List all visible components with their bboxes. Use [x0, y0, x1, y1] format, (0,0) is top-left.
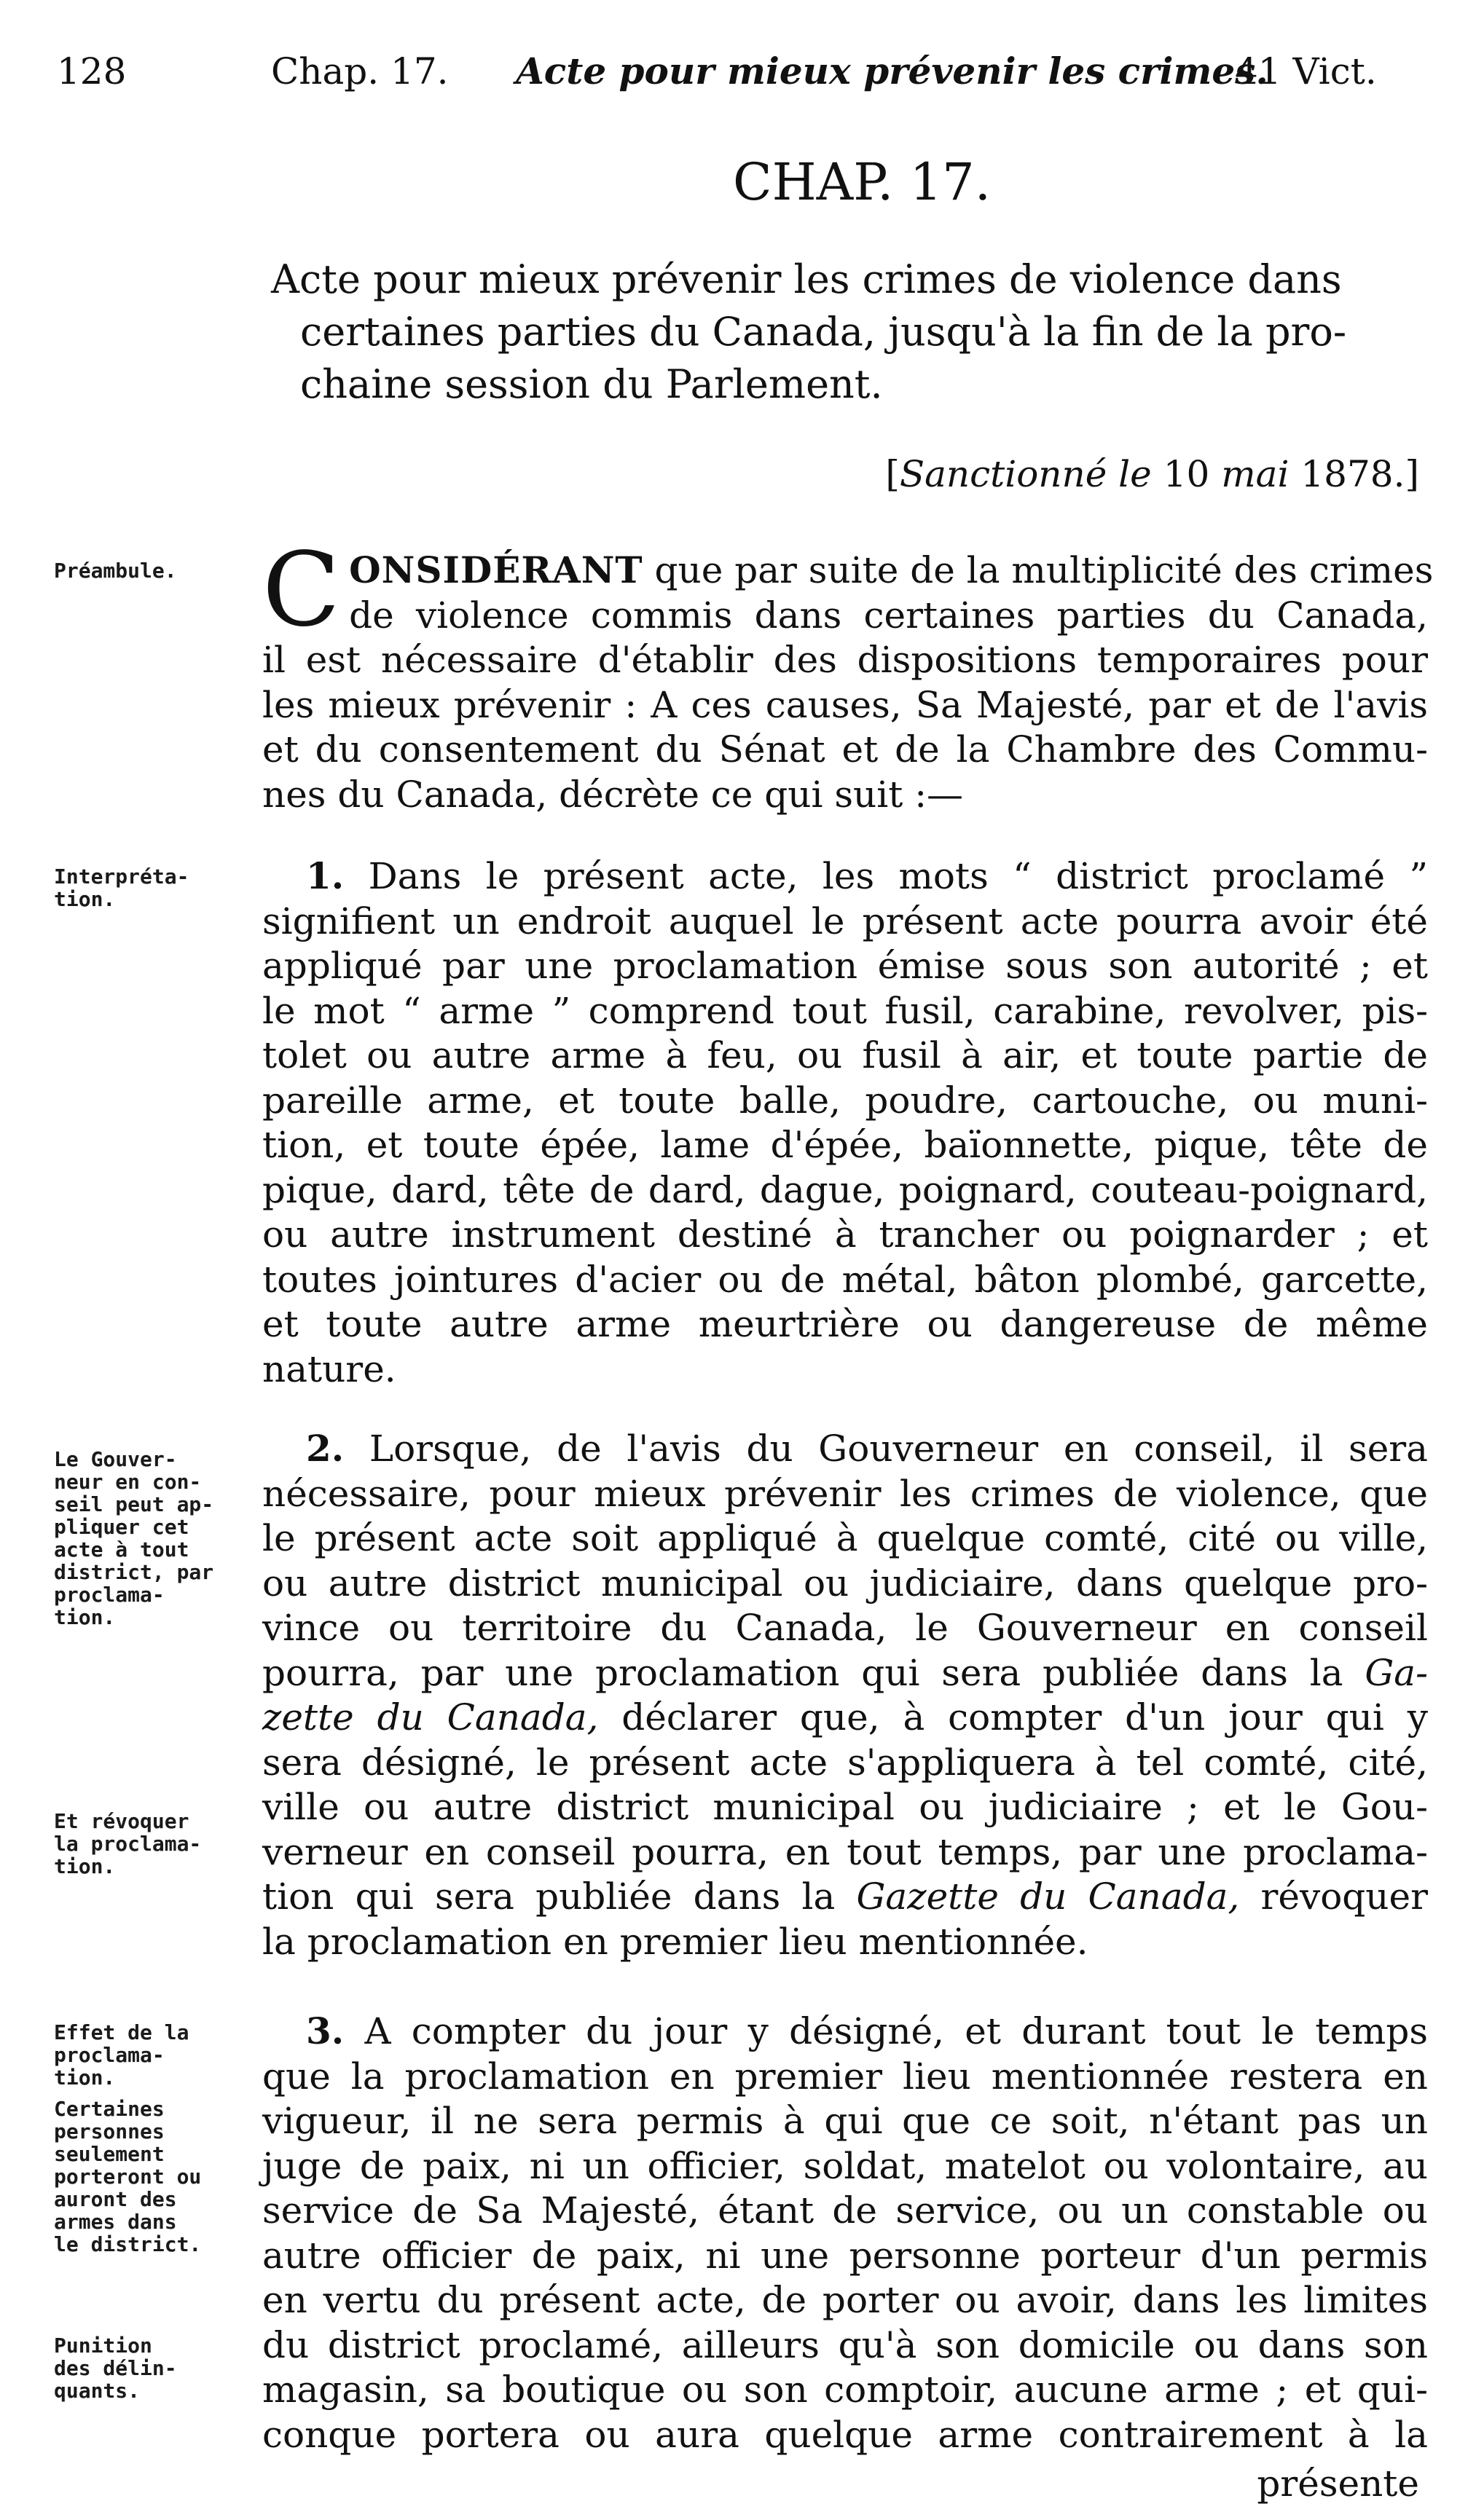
catchword: présente — [1257, 2462, 1419, 2505]
marginal-note-governor: Le Gouver- neur en con- seil peut ap- pliquer cet acte à tout district, par proclama- tion. — [54, 1447, 214, 1629]
text-line: sera désigné, le présent acte s'appliquera à tel comté, cité, — [262, 1741, 1428, 1784]
text-line: nes du Canada, décrète ce qui suit :— — [262, 773, 964, 816]
regnal-year: 41 Vict. — [1235, 50, 1377, 92]
text-line: signifient un endroit auquel le présent acte pourra avoir été — [262, 899, 1428, 942]
text-fragment: A compter du jour y désigné, et durant tout le temps — [344, 2010, 1428, 2052]
running-chapter: Chap. 17. — [271, 50, 449, 92]
text-line: les mieux prévenir : A ces causes, Sa Majesté, par et de l'avis — [262, 683, 1428, 726]
text-line: juge de paix, ni un officier, soldat, matelot ou volontaire, au — [262, 2144, 1428, 2187]
assent-month: mai — [1221, 453, 1289, 495]
text-line — [262, 1875, 1428, 1920]
text-line: vince ou territoire du Canada, le Gouverneur en conseil — [262, 1607, 1428, 1649]
text-fragment: tion qui sera publiée dans la — [262, 1875, 857, 1918]
assent-day: 10 — [1163, 453, 1210, 495]
long-title — [271, 253, 1429, 411]
text-line — [262, 2009, 1428, 2055]
text-line: magasin, sa boutique ou son comptoir, aucune arme ; et qui- — [262, 2369, 1428, 2411]
text-fragment: pourra, par une proclamation qui sera publiée dans la — [262, 1651, 1365, 1694]
marginal-note-punishment: Punition des délin- quants. — [54, 2334, 177, 2403]
page-number: 128 — [57, 50, 127, 92]
text-line: vigueur, il ne sera permis à qui que ce soit, n'étant pas un — [262, 2100, 1428, 2142]
section-1 — [262, 854, 1428, 1392]
text-line: nécessaire, pour mieux prévenir les crimes de violence, que — [262, 1472, 1428, 1515]
marginal-note-certain-persons: Certaines personnes seulement porteront ou auront des armes dans le district. — [54, 2097, 202, 2256]
text-line: autre officier de paix, ni une personne porteur d'un permis — [262, 2234, 1428, 2277]
text-line — [262, 854, 1428, 899]
text-line: et du consentement du Sénat et de la Chambre des Commu- — [262, 728, 1428, 771]
long-title-line: certaines parties du Canada, jusqu'à la fin de la pro- — [300, 309, 1347, 355]
text-line: pique, dard, tête de dard, dague, poignard, couteau-poignard, — [262, 1168, 1428, 1211]
section-number: 1. — [306, 854, 345, 897]
marginal-note-preamble: Préambule. — [54, 559, 177, 583]
text-fragment: révoquer — [1239, 1875, 1428, 1918]
running-title: Acte pour mieux prévenir les crimes. — [516, 50, 1268, 92]
text-line: du district proclamé, ailleurs qu'à son domicile ou dans son — [262, 2323, 1428, 2366]
text-line: pareille arme, et toute balle, poudre, cartouche, ou muni- — [262, 1079, 1428, 1122]
gazette-title: Gazette du Canada, — [856, 1875, 1240, 1918]
section-number: 2. — [306, 1427, 345, 1470]
gazette-title: zette du Canada, — [262, 1696, 599, 1739]
text-line: que la proclamation en premier lieu mentionnée restera en — [262, 2055, 1428, 2098]
text-line: toutes jointures d'acier ou de métal, bâton plombé, garcette, — [262, 1258, 1428, 1301]
text-line: de violence commis dans certaines parties du Canada, — [349, 594, 1428, 637]
preamble-lead-word: ONSIDÉRANT — [349, 548, 643, 591]
text-line — [262, 1696, 1428, 1741]
text-line: il est nécessaire d'établir des dispositions temporaires pour — [262, 639, 1428, 681]
assent-label: Sanctionné le — [899, 453, 1152, 495]
text-line — [262, 548, 1434, 594]
chapter-heading: CHAP. 17. — [733, 152, 991, 212]
assent-year: 1878.] — [1300, 453, 1419, 495]
text-fragment: Lorsque, de l'avis du Gouverneur en conseil, il sera — [344, 1428, 1428, 1470]
text-line: tion, et toute épée, lame d'épée, baïonnette, pique, tête de — [262, 1124, 1428, 1166]
assent-open-bracket: [ — [885, 453, 900, 495]
text-line: service de Sa Majesté, étant de service, ou un constable ou — [262, 2189, 1428, 2232]
marginal-note-effect: Effet de la proclama- tion. — [54, 2020, 189, 2090]
long-title-line: Acte pour mieux prévenir les crimes de violence dans — [271, 256, 1342, 302]
text-line: nature. — [262, 1347, 396, 1390]
long-title-line: chaine session du Parlement. — [300, 361, 883, 407]
text-fragment: déclarer que, à compter d'un jour qui y — [598, 1696, 1428, 1739]
text-line: ou autre instrument destiné à trancher ou poignarder ; et — [262, 1213, 1428, 1256]
text-line: tolet ou autre arme à feu, ou fusil à air, et toute partie de — [262, 1034, 1428, 1076]
text-line — [262, 1426, 1428, 1472]
text-line: ville ou autre district municipal ou judiciaire ; et le Gou- — [262, 1786, 1428, 1828]
text-line: en vertu du présent acte, de porter ou avoir, dans les limites — [262, 2279, 1428, 2321]
text-line: ou autre district municipal ou judiciaire, dans quelque pro- — [262, 1562, 1428, 1604]
section-2 — [262, 1426, 1428, 1964]
gazette-title: Ga- — [1365, 1651, 1428, 1694]
text-fragment: Dans le présent acte, les mots “ district proclamé ” — [344, 855, 1428, 897]
section-number: 3. — [306, 2009, 345, 2052]
text-line: le mot “ arme ” comprend tout fusil, carabine, revolver, pis- — [262, 989, 1428, 1032]
marginal-note-interpretation: Interpréta- tion. — [54, 865, 189, 911]
text-line: et toute autre arme meurtrière ou dangereuse de même — [262, 1303, 1428, 1345]
assent-date — [885, 449, 1419, 500]
text-line: conque portera ou aura quelque arme contrairement à la — [262, 2413, 1428, 2456]
marginal-note-revoke: Et révoquer la proclama- tion. — [54, 1809, 202, 1878]
text-line: le présent acte soit appliqué à quelque comté, cité ou ville, — [262, 1517, 1428, 1559]
text-fragment: que par suite de la multiplicité des crimes — [643, 549, 1434, 591]
text-line: verneur en conseil pourra, en tout temps, par une proclama- — [262, 1830, 1428, 1873]
section-3 — [262, 2009, 1428, 2457]
drop-cap: C — [262, 531, 341, 650]
preamble-paragraph — [262, 531, 1434, 817]
text-line: la proclamation en premier lieu mentionnée. — [262, 1920, 1088, 1963]
text-line: appliqué par une proclamation émise sous son autorité ; et — [262, 945, 1428, 987]
text-line — [262, 1651, 1428, 1696]
